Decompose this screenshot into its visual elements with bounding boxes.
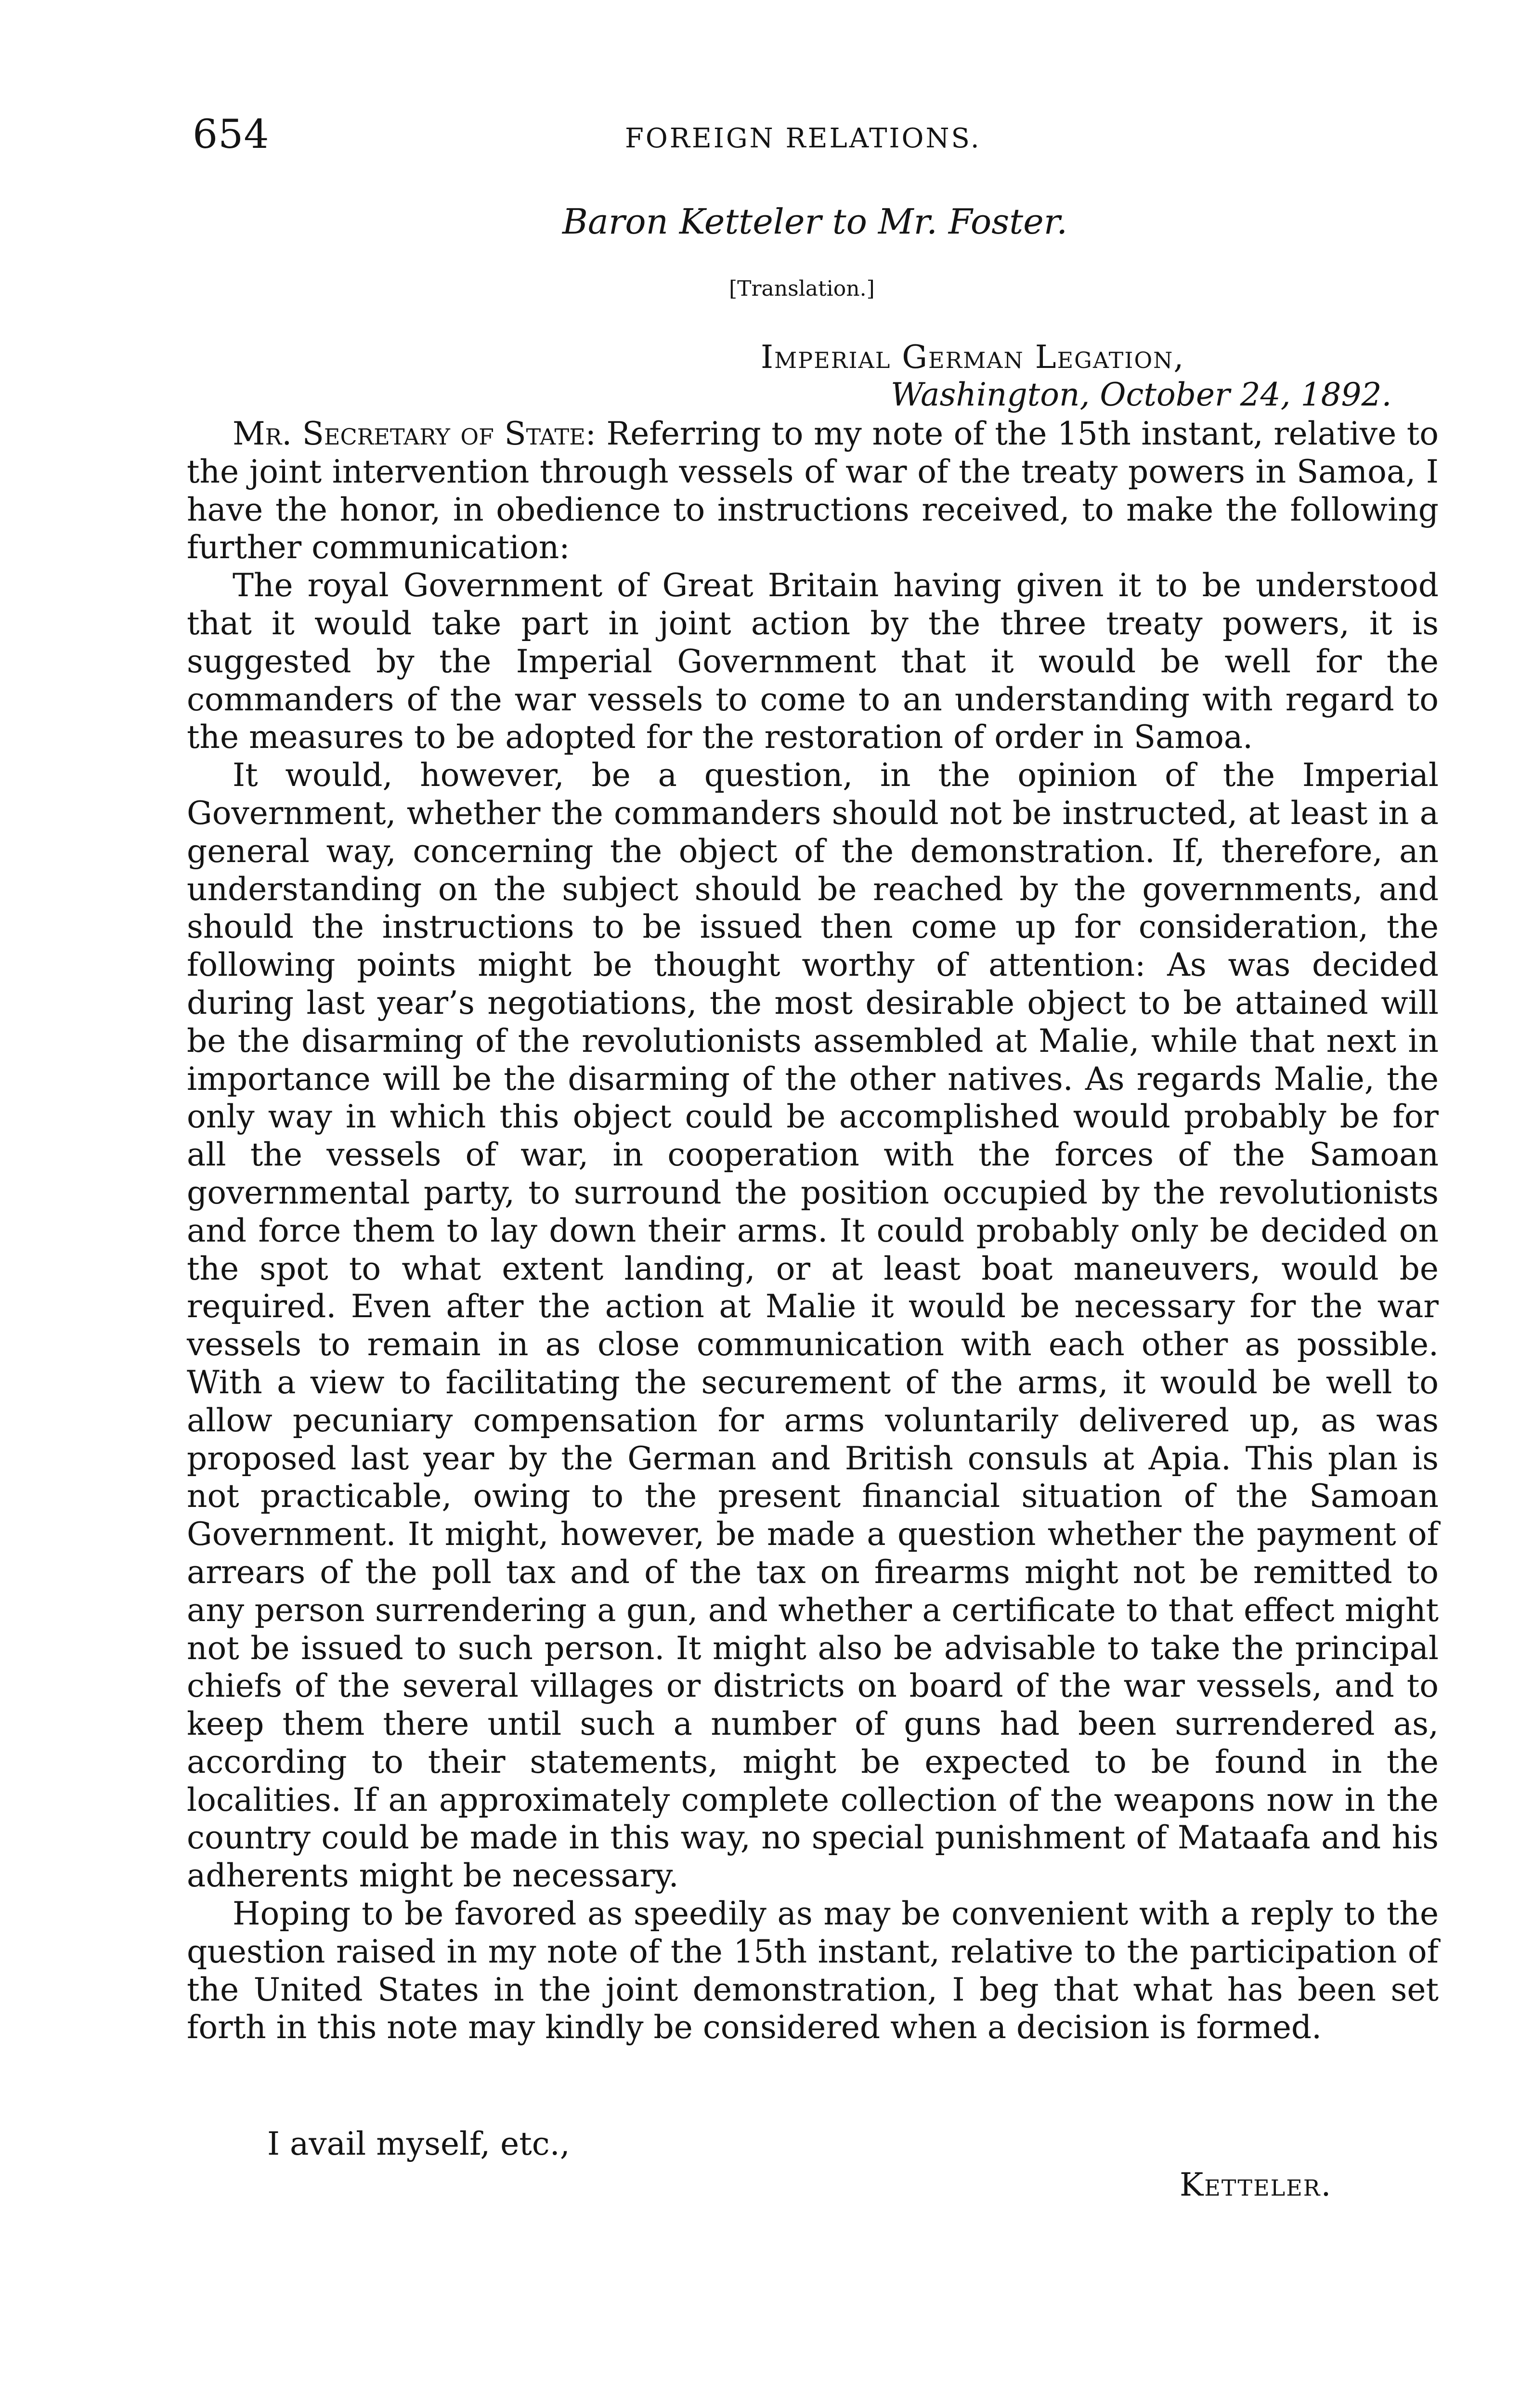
translation-note: [Translation.]	[729, 276, 875, 301]
paragraph-2: The royal Government of Great Britain having given it to be understood that it would take part in joint action by the three treaty powers, it is suggested by the Imperial Government that it would be well for the commanders of the war vessels to come to an understanding with regard to the measures to be adopted for the restoration of order in Samoa.	[187, 567, 1439, 756]
paragraph-1-text: Referring to my note of the 15th instant, relative to the joint intervention through vessels of war of the treaty powers in Samoa, I have the honor, in obedience to instructions received, to make the following further communication:	[187, 415, 1439, 566]
salutation: Mr. Secretary of State:	[233, 415, 597, 452]
paragraph-3: It would, however, be a question, in the opinion of the Imperial Government, whether the commanders should not be instructed, at least in a general way, concerning the object of the demonstration. If, therefore, an understanding on the subject should be reached by the governments, and should the instructions to be issued then come up for consideration, the following points might be thought worthy of attention: As was decided during last year’s negotiations, the most desirable object to be attained will be the disarming of the revolutionists assembled at Malie, while that next in importance will be the disarming of the other natives. As regards Malie, the only way in which this object could be accomplished would probably be for all the vessels of war, in cooperation with the forces of the Samoan governmental party, to surround the position occupied by the revolutionists and force them to lay down their arms. It could probably only be decided on the spot to what extent landing, or at least boat maneuvers, would be required. Even after the action at Malie it would be necessary for the war vessels to remain in as close communication with each other as possible. With a view to facilitating the securement of the arms, it would be well to allow pecuniary compensation for arms voluntarily delivered up, as was proposed last year by the German and British consuls at Apia. This plan is not practicable, owing to the present financial situation of the Samoan Government. It might, however, be made a question whether the payment of arrears of the poll tax and of the tax on firearms might not be remitted to any person surrendering a gun, and whether a certificate to that effect might not be issued to such person. It might also be advisable to take the principal chiefs of the several villages or districts on board of the war vessels, and to keep them there until such a number of guns had been surrendered as, according to their statements, might be expected to be found in the localities. If an approximately complete collection of the weapons now in the country could be made in this way, no special punishment of Mataafa and his adherents might be necessary.	[187, 757, 1439, 1895]
paragraph-4: Hoping to be favored as speedily as may be convenient with a reply to the question raised in my note of the 15th instant, relative to the participation of the United States in the joint demonstration, I beg that what has been set forth in this note may kindly be considered when a decision is formed.	[187, 1895, 1439, 2046]
sender-place-date: Washington, October 24, 1892.	[891, 376, 1392, 413]
running-head: FOREIGN RELATIONS.	[625, 123, 981, 154]
sender-organization: Imperial German Legation,	[761, 339, 1185, 376]
document-title: Baron Ketteler to Mr. Foster.	[562, 201, 1068, 242]
page-number: 654	[193, 112, 270, 157]
closing-line: I avail myself, etc.,	[267, 2125, 570, 2162]
signature: Ketteler.	[1180, 2166, 1332, 2203]
paragraph-1	[187, 415, 1439, 567]
letter-body	[187, 415, 1439, 2047]
page-header	[193, 111, 1444, 169]
